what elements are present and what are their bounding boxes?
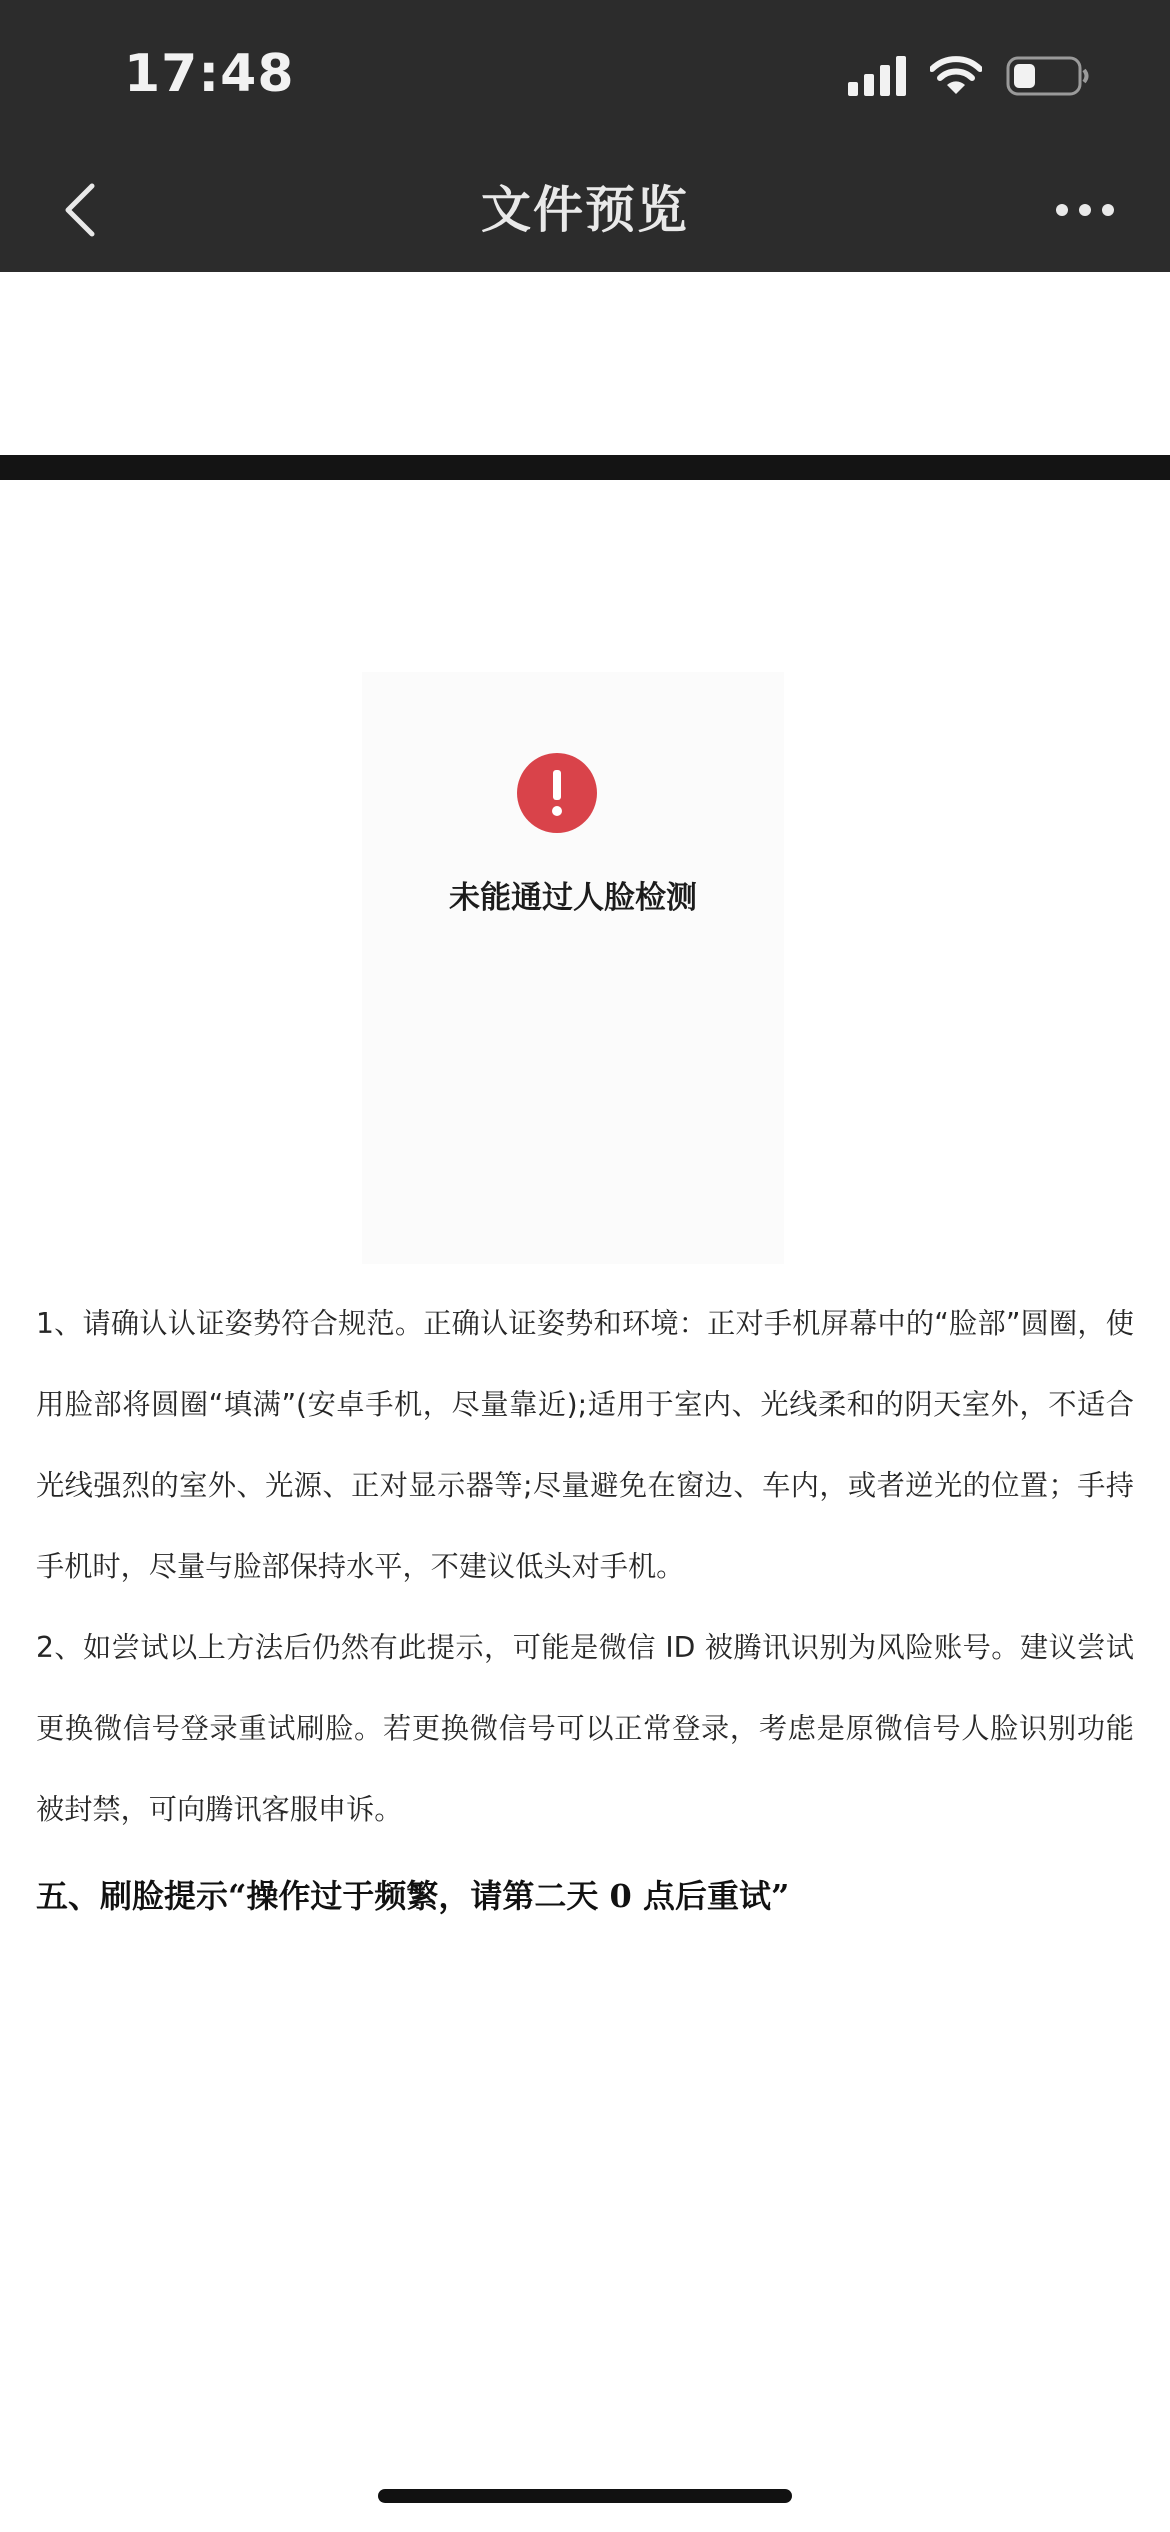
- status-icons: [848, 52, 1090, 100]
- paragraph-1: 1、请确认认证姿势符合规范。正确认证姿势和环境：正对手机屏幕中的“脸部”圆圈，使用脸部将圆圈“填满”(安卓手机，尽量靠近);适用于室内、光线柔和的阴天室外，不适合光线强烈的室外、光源、正对显示器等;尽量避免在窗边、车内，或者逆光的位置；手持手机时，尽量与脸部保持水平，不建议低头对手机。: [36, 1307, 1134, 1583]
- document-blank-area: [0, 272, 1170, 455]
- paragraph-2: 2、如尝试以上方法后仍然有此提示，可能是微信 ID 被腾讯识别为风险账号。建议尝试更换微信号登录重试刷脸。若更换微信号可以正常登录，考虑是原微信号人脸识别功能被封禁，可向腾讯客服申诉。: [36, 1631, 1134, 1826]
- home-indicator[interactable]: [378, 2489, 792, 2503]
- document-page-separator: [0, 455, 1170, 480]
- embedded-screenshot: [362, 672, 784, 1264]
- section-heading: 五、刷脸提示“操作过于频繁，请第二天 0 点后重试”: [36, 1877, 790, 1915]
- status-time: 17:48: [124, 44, 295, 104]
- cellular-signal-icon: [848, 56, 906, 96]
- page-title: 文件预览: [481, 181, 689, 239]
- more-horizontal-icon: [1055, 203, 1115, 217]
- exclamation-circle-icon: [516, 752, 598, 834]
- more-options-button[interactable]: [1040, 170, 1130, 250]
- battery-icon: [1006, 56, 1090, 96]
- chevron-left-icon: [62, 182, 98, 238]
- back-button[interactable]: [40, 170, 120, 250]
- wifi-icon: [930, 56, 982, 96]
- navigation-bar: [0, 148, 1170, 272]
- status-bar: [0, 0, 1170, 148]
- document-body: [36, 1283, 1134, 1937]
- alert-title: 未能通过人脸检测: [449, 880, 697, 916]
